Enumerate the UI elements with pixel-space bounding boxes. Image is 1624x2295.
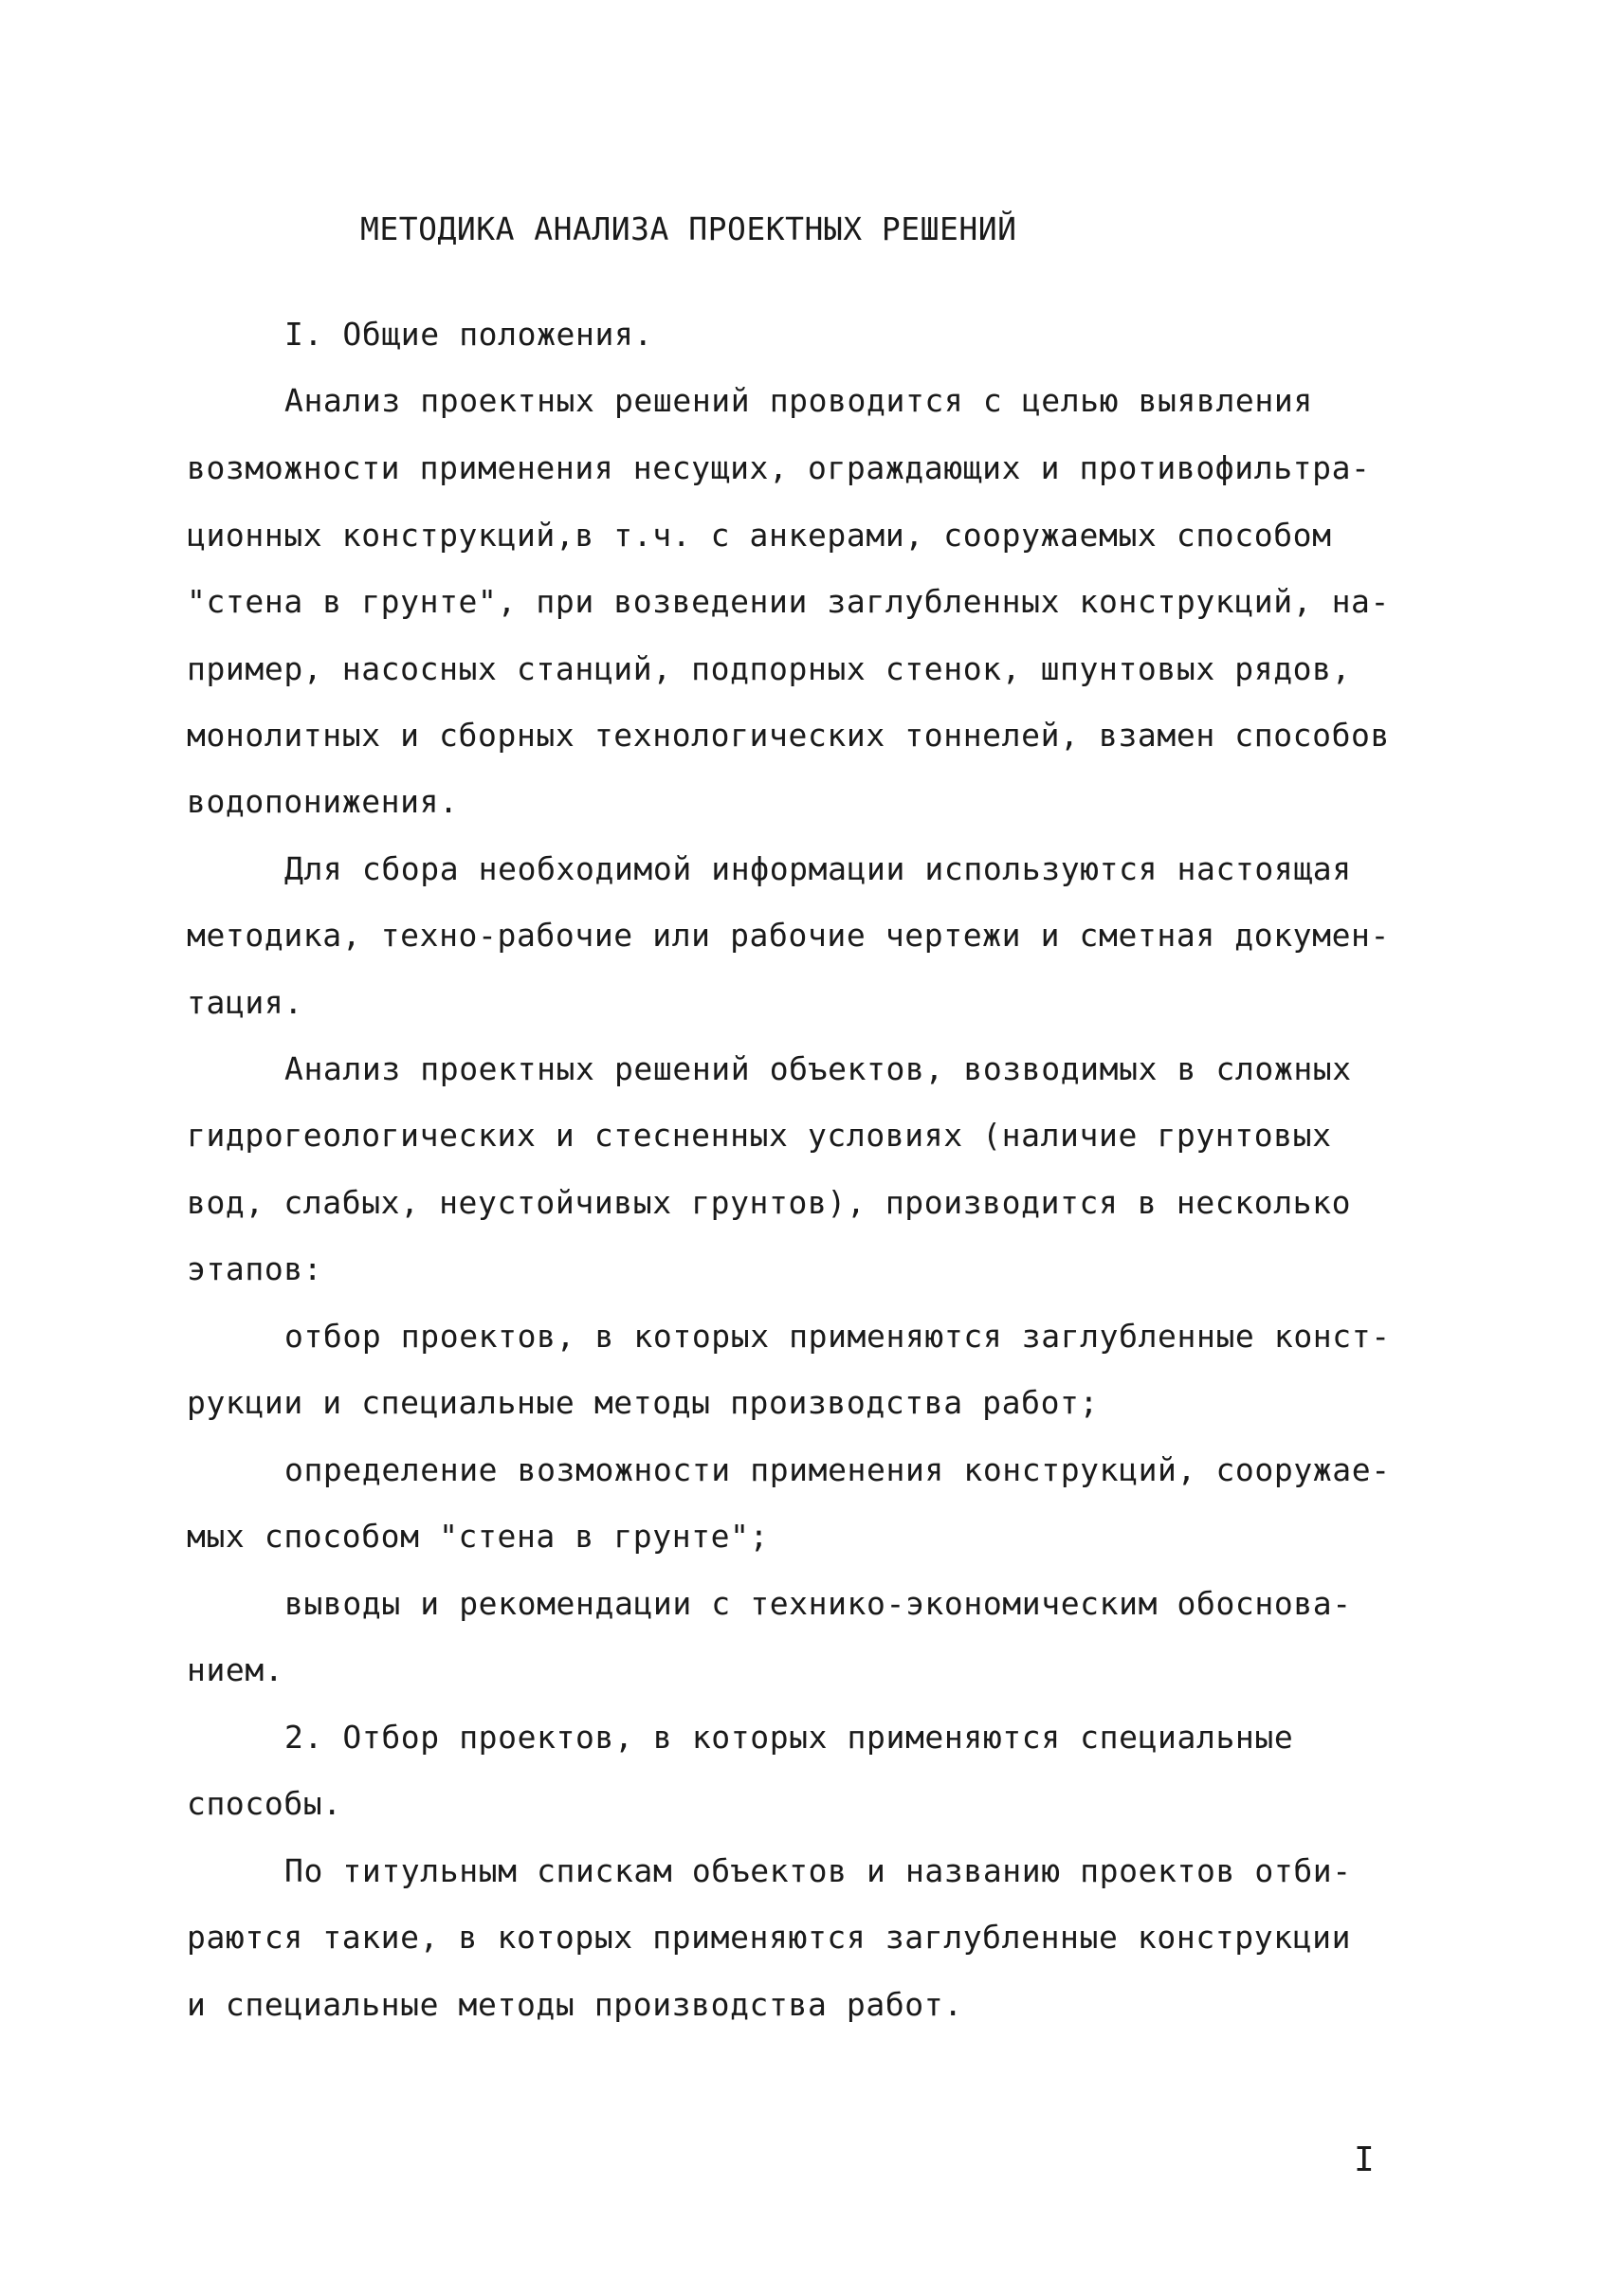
text-line: водопонижения. [187, 783, 459, 820]
text-line: вод, слабых, неустойчивых грунтов), производится в несколько [187, 1184, 1352, 1221]
list-item-text: мых способом "стена в грунте"; [187, 1518, 770, 1555]
section-heading-selection: способы. [187, 1785, 342, 1822]
list-item-text: определение возможности применения конструкций, сооружае- [284, 1451, 1391, 1488]
text-line: раются такие, в которых применяются заглубленные конструкции [187, 1919, 1352, 1956]
list-item-text: отбор проектов, в которых применяются заглубленные конст- [284, 1318, 1391, 1355]
list-item-text: рукции и специальные методы производства работ; [187, 1384, 1099, 1421]
document-title: МЕТОДИКА АНАЛИЗА ПРОЕКТНЫХ РЕШЕНИЙ [360, 210, 1017, 247]
text-line: ционных конструкций,в т.ч. с анкерами, сооружаемых способом [187, 517, 1332, 554]
text-line: методика, техно-рабочие или рабочие чертежи и сметная докумен- [187, 917, 1390, 954]
text-line: пример, насосных станций, подпорных стенок, шпунтовых рядов, [187, 650, 1352, 687]
text-line: и специальные методы производства работ. [187, 1986, 963, 2023]
text-line: По титульным спискам объектов и названию проектов отби- [284, 1852, 1352, 1889]
text-line: возможности применения несущих, ограждающих и противофильтра- [187, 449, 1371, 486]
section-heading-general: I. Общие положения. [284, 316, 653, 353]
text-line: этапов: [187, 1250, 323, 1287]
section-heading-selection: 2. Отбор проектов, в которых применяются специальные [284, 1719, 1294, 1756]
page-number: I [1354, 2140, 1375, 2179]
text-line: Для сбора необходимой информации используются настоящая [284, 850, 1352, 887]
text-line: "стена в грунте", при возведении заглубленных конструкций, на- [187, 583, 1390, 620]
list-item-text: нием. [187, 1651, 284, 1688]
text-line: монолитных и сборных технологических тоннелей, взамен способов [187, 717, 1390, 754]
text-line: тация. [187, 984, 303, 1021]
text-line: гидрогеологических и стесненных условиях (наличие грунтовых [187, 1117, 1332, 1154]
list-item-text: выводы и рекомендации с технико-экономическим обоснова- [284, 1585, 1352, 1622]
text-line: Анализ проектных решений объектов, возводимых в сложных [284, 1050, 1352, 1087]
text-line: Анализ проектных решений проводится с целью выявления [284, 382, 1313, 419]
